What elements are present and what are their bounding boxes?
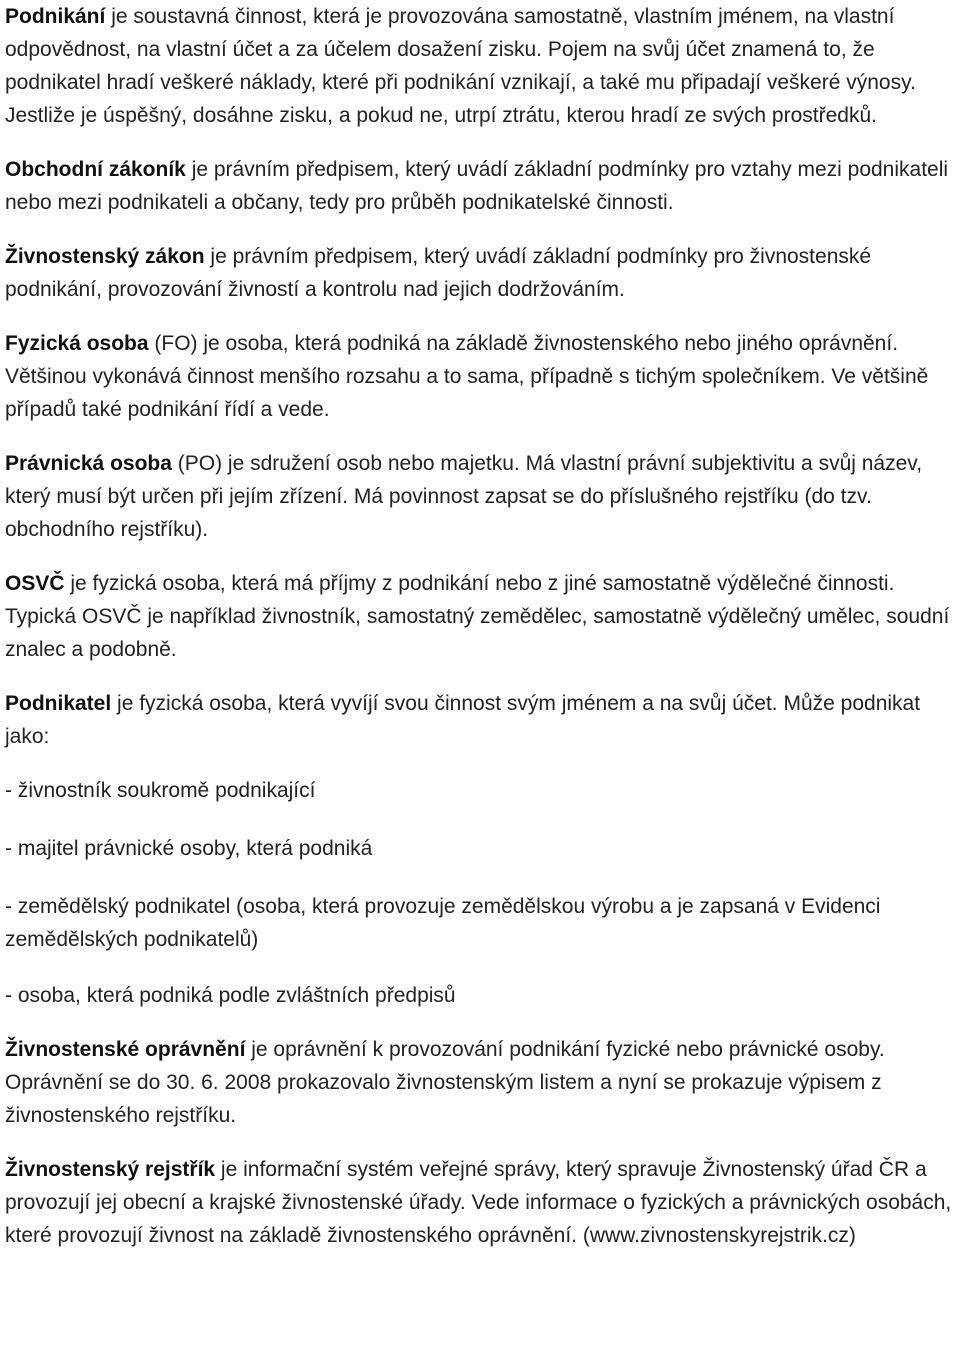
list-item [5, 774, 957, 807]
paragraph-podnikatel [5, 687, 957, 753]
text-osvc: je fyzická osoba, která má příjmy z podnikání nebo z jiné samostatně výdělečné činnosti. Typická OSVČ je například živnostník, samostatný zemědělec, samostatně výdělečný umělec, soudní znalec a podobně. [5, 572, 950, 661]
paragraph-pravnicka-osoba [5, 447, 957, 546]
list-item [5, 832, 957, 865]
text-zivnostenske-opravneni: je oprávnění k provozování podnikání fyzické nebo právnické osoby. Oprávnění se do 30. 6. 2008 prokazovalo živnostenským listem a nyní se prokazuje výpisem z živnostenského rejstříku. [5, 1038, 885, 1127]
text-podnikani: je soustavná činnost, která je provozována samostatně, vlastním jménem, na vlastní odpovědnost, na vlastní účet a za účelem dosažení zisku. Pojem na svůj účet znamená to, že podnikatel hradí veškeré náklady, které při podnikání vznikají, a také mu připadají veškeré výnosy. Jestliže je úspěšný, dosáhne zisku, a pokud ne, utrpí ztrátu, kterou hradí ze svých prostředků. [5, 5, 916, 127]
list-item [5, 979, 957, 1012]
list-item-text: - majitel právnické osoby, která podniká [5, 837, 373, 860]
term-osvc: OSVČ [5, 572, 65, 595]
term-zivnostenske-opravneni: Živnostenské oprávnění [5, 1038, 246, 1061]
paragraph-podnikani [5, 0, 957, 132]
text-podnikatel: je fyzická osoba, která vyvíjí svou činnost svým jménem a na svůj účet. Může podnikat jako: [5, 692, 921, 748]
text-obchodni-zakonik: je právním předpisem, který uvádí základní podmínky pro vztahy mezi podnikateli nebo mezi podnikateli a občany, tedy pro průběh podnikatelské činnosti. [5, 158, 949, 214]
term-podnikatel: Podnikatel [5, 692, 112, 715]
paragraph-zivnostenske-opravneni [5, 1033, 957, 1132]
term-podnikani: Podnikání [5, 5, 106, 28]
document-body [5, 0, 957, 1252]
list-item-text: - osoba, která podniká podle zvláštních předpisů [5, 984, 456, 1007]
list-item-text: - zemědělský podnikatel (osoba, která provozuje zemědělskou výrobu a je zapsaná v Evidenci zemědělských podnikatelů) [5, 895, 881, 951]
list-item-text: - živnostník soukromě podnikající [5, 779, 316, 802]
text-zivnostensky-zakon: je právním předpisem, který uvádí základní podmínky pro živnostenské podnikání, provozování živností a kontrolu nad jejich dodržováním. [5, 245, 872, 301]
paragraph-zivnostensky-zakon [5, 240, 957, 306]
paragraph-osvc [5, 567, 957, 666]
paragraph-fyzicka-osoba [5, 327, 957, 426]
list-item [5, 890, 957, 956]
term-obchodni-zakonik: Obchodní zákoník [5, 158, 186, 181]
paragraph-zivnostensky-rejstrik [5, 1153, 957, 1252]
term-fyzicka-osoba: Fyzická osoba [5, 332, 149, 355]
term-zivnostensky-zakon: Živnostenský zákon [5, 245, 205, 268]
term-pravnicka-osoba: Právnická osoba [5, 452, 172, 475]
paragraph-obchodni-zakonik [5, 153, 957, 219]
term-zivnostensky-rejstrik: Živnostenský rejstřík [5, 1158, 216, 1181]
text-pravnicka-osoba: (PO) je sdružení osob nebo majetku. Má vlastní právní subjektivitu a svůj název, který musí být určen při jejím zřízení. Má povinnost zapsat se do příslušného rejstříku (do tzv. obchodního rejstříku). [5, 452, 923, 541]
text-zivnostensky-rejstrik: je informační systém veřejné správy, který spravuje Živnostenský úřad ČR a provozují jej obecní a krajské živnostenské úřady. Vede informace o fyzických a právnických osobách, které provozují živnost na základě živnostenského oprávnění. (www.zivnostenskyrejstrik.cz) [5, 1158, 952, 1247]
text-fyzicka-osoba: (FO) je osoba, která podniká na základě živnostenského nebo jiného oprávnění. Většinou vykonává činnost menšího rozsahu a to sama, případně s tichým společníkem. Ve většině případů také podnikání řídí a vede. [5, 332, 929, 421]
